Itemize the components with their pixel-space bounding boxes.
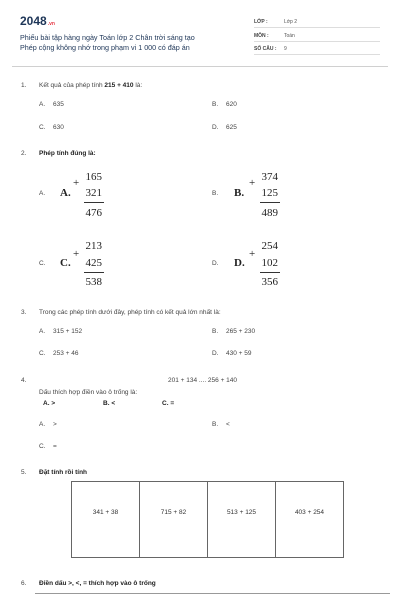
option-text: 630 [53, 124, 64, 131]
meta-underline [254, 27, 380, 28]
class-label: LỚP : [254, 19, 268, 25]
q3-option-d[interactable] [212, 350, 251, 357]
addend-bottom: 102 [261, 257, 278, 269]
subject-value: Toán [284, 33, 295, 39]
question-number: 2. [21, 150, 27, 157]
addend-top: 213 [85, 240, 102, 252]
addend-top: 165 [85, 171, 102, 183]
option-letter: B. [212, 421, 219, 428]
logo-suffix: .vn [47, 21, 55, 27]
q2-option-a-letter: A. [39, 190, 46, 197]
class-value: Lớp 2 [284, 19, 298, 25]
option-text: > [53, 421, 57, 428]
logo-text: 2048 [20, 14, 47, 28]
grid-cell[interactable]: 513 + 125 [208, 482, 276, 558]
addend-top: 374 [261, 171, 278, 183]
option-text: 430 + 59 [226, 350, 252, 357]
grid-cell[interactable]: 715 + 82 [140, 482, 208, 558]
q4-option-c[interactable] [39, 443, 57, 450]
sum-result: 538 [85, 276, 102, 288]
plus-sign: + [249, 248, 256, 260]
question-4-expression: 201 + 134 .... 256 + 140 [168, 377, 238, 384]
addend-top: 254 [261, 240, 278, 252]
option-letter: C. [39, 124, 46, 131]
sum-line [260, 202, 280, 203]
grid-cell[interactable]: 403 + 254 [276, 482, 344, 558]
plus-sign: + [73, 177, 80, 189]
question-3-text: Trong các phép tính dưới đây, phép tính có kết quả lớn nhất là: [39, 309, 221, 316]
question-1-expression: 215 + 410 [104, 82, 134, 89]
question-number: 6. [21, 580, 27, 587]
sum-line [84, 272, 104, 273]
option-letter: C. [39, 350, 46, 357]
sum-result: 356 [261, 276, 278, 288]
option-letter: D. [212, 124, 219, 131]
question-4-text: Dấu thích hợp điền vào ô trống là: [39, 389, 138, 396]
option-text: 620 [226, 101, 237, 108]
sum-result: 489 [261, 207, 278, 219]
plus-sign: + [249, 177, 256, 189]
option-text: 315 + 152 [53, 328, 83, 335]
plus-sign: + [73, 248, 80, 260]
q2-option-d-letter: D. [212, 260, 219, 267]
q2-option-b-label[interactable]: B. [234, 187, 245, 199]
q4-inline-option-a [43, 400, 55, 407]
option-text: < [226, 421, 230, 428]
option-text: < [111, 400, 116, 407]
q2-option-c-letter: C. [39, 260, 46, 267]
option-letter: C. [162, 400, 169, 407]
computation-grid [71, 481, 344, 558]
q3-option-a[interactable] [39, 328, 82, 335]
sum-result: 476 [85, 207, 102, 219]
option-letter: B. [103, 400, 110, 407]
option-text: 635 [53, 101, 64, 108]
question-2-text: Phép tính đúng là: [39, 150, 96, 157]
question-number: 5. [21, 469, 27, 476]
option-text: = [170, 400, 175, 407]
question-1-prompt: Kết quả của phép tính [39, 82, 105, 89]
grid-cell[interactable]: 341 + 38 [72, 482, 140, 558]
question-1-text [39, 82, 142, 89]
option-letter: A. [39, 328, 46, 335]
option-letter: A. [43, 400, 50, 407]
q2-option-c-label[interactable]: C. [60, 257, 71, 269]
option-letter: C. [39, 443, 46, 450]
option-letter: B. [212, 328, 219, 335]
option-text: > [51, 400, 56, 407]
header-divider [12, 66, 388, 67]
q4-inline-option-b [103, 400, 115, 407]
q3-option-c[interactable] [39, 350, 78, 357]
question-1-suffix: là: [133, 82, 143, 89]
option-text: 625 [226, 124, 237, 131]
subject-label: MÔN : [254, 33, 269, 39]
q2-option-a-label[interactable]: A. [60, 187, 71, 199]
sum-line [84, 202, 104, 203]
option-text: = [53, 443, 57, 450]
option-letter: A. [39, 421, 46, 428]
addend-bottom: 425 [85, 257, 102, 269]
q1-option-d[interactable] [212, 124, 237, 131]
q4-option-a[interactable] [39, 421, 57, 428]
meta-underline [254, 41, 380, 42]
q4-option-b[interactable] [212, 421, 230, 428]
count-label: SỐ CÂU : [254, 46, 277, 52]
option-text: 253 + 46 [53, 350, 79, 357]
meta-underline [254, 54, 380, 55]
worksheet-subtitle: Phép cộng không nhớ trong phạm vi 1 000 có đáp án [20, 43, 190, 52]
option-letter: A. [39, 101, 46, 108]
count-value: 9 [284, 46, 287, 52]
q2-option-b-letter: B. [212, 190, 219, 197]
brand-logo[interactable] [20, 14, 55, 28]
option-letter: B. [212, 101, 219, 108]
addend-bottom: 125 [261, 187, 278, 199]
question-5-text: Đặt tính rồi tính [39, 469, 88, 476]
question-6-text: Điền dấu >, <, = thích hợp vào ô trống [39, 580, 156, 587]
sum-line [260, 272, 280, 273]
question-number: 3. [21, 309, 27, 316]
q1-option-b[interactable] [212, 101, 237, 108]
addend-bottom: 321 [85, 187, 102, 199]
q2-option-d-label[interactable]: D. [234, 257, 245, 269]
worksheet-title: Phiếu bài tập hàng ngày Toán lớp 2 Chân trời sáng tạo [20, 33, 195, 42]
q4-inline-option-c [162, 400, 174, 407]
question-number: 1. [21, 82, 27, 89]
q1-option-c[interactable] [39, 124, 64, 131]
question-number: 4. [21, 377, 27, 384]
q1-option-a[interactable] [39, 101, 64, 108]
q3-option-b[interactable] [212, 328, 255, 335]
cut-off-table [35, 593, 390, 602]
option-text: 265 + 230 [226, 328, 256, 335]
option-letter: D. [212, 350, 219, 357]
